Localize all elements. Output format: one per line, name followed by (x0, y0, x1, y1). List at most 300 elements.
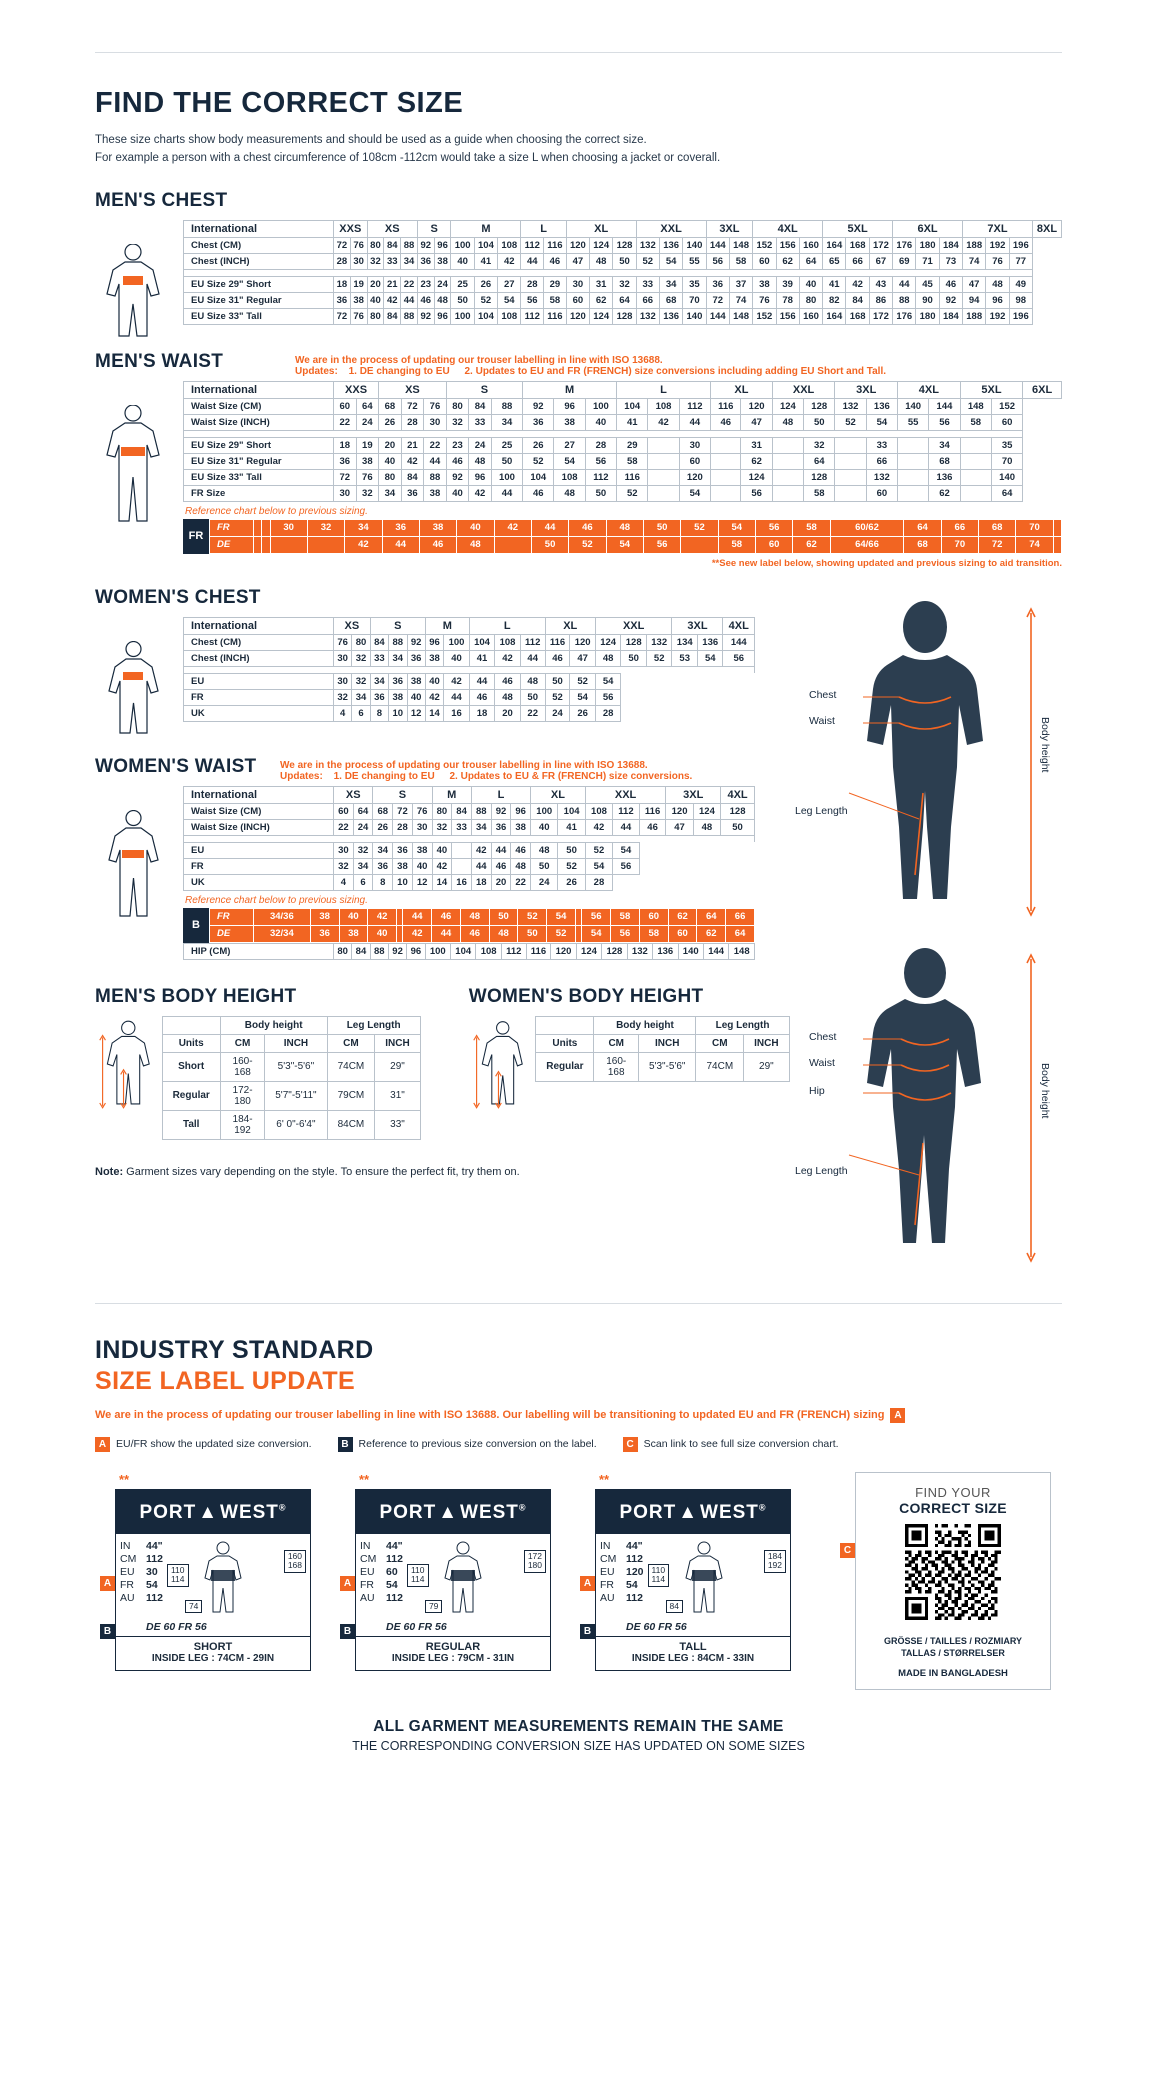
cell: 124 (741, 469, 772, 485)
cell: 84 (384, 308, 401, 324)
size-value: 112 (626, 1592, 643, 1605)
cell: 36 (706, 276, 729, 292)
size-label-card (583, 1471, 791, 1671)
cell (648, 453, 679, 469)
prev-size-cell: 74 (1016, 536, 1053, 553)
prev-size-cell: 48 (460, 908, 489, 925)
prev-size-cell: 60 (668, 925, 697, 942)
cell: 35 (683, 276, 706, 292)
legend-item (338, 1437, 597, 1452)
row-label: EU Size 33" Tall (184, 469, 334, 485)
cell: 84 (452, 803, 472, 819)
cell: 40 (412, 858, 432, 874)
cell: 44 (471, 858, 491, 874)
cell: 38 (407, 673, 425, 689)
cell (648, 485, 679, 501)
cell: 104 (558, 803, 585, 819)
womens-prev-body (210, 908, 755, 942)
cell: 36 (491, 819, 511, 835)
cell: 148 (960, 398, 991, 414)
cell: 42 (585, 819, 612, 835)
cell: 72 (393, 803, 413, 819)
row-label: FR (184, 858, 334, 874)
cell: 18 (334, 437, 357, 453)
cell: 44 (491, 485, 522, 501)
label-footer (356, 1636, 550, 1670)
table-subheader-row (536, 1034, 789, 1052)
cell: 152 (753, 308, 776, 324)
male-height-icon (95, 1016, 162, 1112)
male-waist-label: Waist (809, 714, 835, 727)
label-figure (407, 1540, 546, 1618)
col-size: 3XL (706, 220, 753, 237)
unit-cm: CM (594, 1034, 638, 1052)
cell: 140 (991, 469, 1022, 485)
cell: 56 (723, 650, 755, 666)
prev-size-cell: 54 (606, 536, 643, 553)
cell: 188 (963, 237, 986, 253)
cell: 30 (350, 253, 367, 269)
cell: 32 (804, 437, 835, 453)
cell: 54 (659, 253, 682, 269)
col-size: S (446, 381, 522, 398)
male-height-label: Body height (1039, 716, 1051, 773)
cell: 104 (451, 943, 476, 959)
prev-size-cell: 30 (270, 519, 307, 536)
womens-hip-body (184, 943, 755, 959)
cell: 48 (986, 276, 1009, 292)
cell: 55 (898, 414, 929, 430)
cell: 48 (590, 253, 613, 269)
col-international: International (184, 381, 334, 398)
cell (835, 437, 866, 453)
cell: 100 (444, 634, 470, 650)
cell: 73 (939, 253, 962, 269)
cell: 25 (451, 276, 474, 292)
cell: 68 (373, 803, 393, 819)
iso-note: We are in the process of updating our trouser labelling in line with ISO 13688. (280, 759, 648, 771)
cell: 33 (866, 437, 897, 453)
cell: 88 (424, 469, 447, 485)
row-label: EU Size 31" Regular (184, 453, 334, 469)
cell: 26 (523, 437, 554, 453)
cell: 68 (929, 453, 960, 469)
cell: 88 (401, 237, 418, 253)
size-conversion-row (600, 1566, 644, 1579)
inside-leg: INSIDE LEG : 79CM - 31IN (391, 1652, 515, 1664)
cell: 40 (407, 689, 425, 705)
cell: 16 (452, 874, 472, 890)
prev-size-cell: 46 (569, 519, 606, 536)
prev-size-cell: 40 (457, 519, 494, 536)
label-measure-left: 110 114 (167, 1564, 189, 1588)
top-divider (95, 52, 1062, 53)
cell: 26 (558, 874, 585, 890)
size-conversion-row (360, 1553, 403, 1566)
cell: 92 (388, 943, 406, 959)
cell: 14 (432, 874, 452, 890)
col-size: L (617, 381, 711, 398)
cell: 64 (991, 485, 1022, 501)
cell: 56 (585, 453, 616, 469)
prev-size-cell: 64/66 (830, 536, 904, 553)
cell: 48 (531, 842, 558, 858)
cell: 8 (373, 874, 393, 890)
col-size: S (417, 220, 451, 237)
cell: 64 (613, 292, 636, 308)
cell: 92 (523, 398, 554, 414)
cell: 50 (531, 858, 558, 874)
table-row (184, 398, 1062, 414)
cell: 104 (469, 634, 495, 650)
table-row (184, 673, 755, 689)
col-size: 4XL (721, 786, 755, 803)
cell: 144 (723, 634, 755, 650)
cell: 44 (613, 819, 640, 835)
row-label: Waist Size (INCH) (184, 819, 334, 835)
table-subheader-row (162, 1034, 420, 1052)
cell: 84 (370, 634, 388, 650)
prev-size-cell: 56 (755, 519, 792, 536)
cell (711, 469, 741, 485)
cell: 88 (491, 398, 522, 414)
cell: 29" (744, 1052, 789, 1081)
cell: 32 (446, 414, 469, 430)
col-size: 8XL (1032, 220, 1061, 237)
col-size: 3XL (666, 786, 721, 803)
cell: 128 (613, 237, 636, 253)
cell: 62 (590, 292, 613, 308)
cell: 100 (451, 237, 474, 253)
cell: 12 (407, 705, 425, 721)
prev-size-label: DE (210, 925, 254, 942)
prev-size-cell: 42 (368, 908, 397, 925)
brand-logo: PORT ▲ WEST® (356, 1490, 550, 1534)
cell: 80 (432, 803, 452, 819)
mens-prev-size-block (183, 519, 1062, 554)
mens-chest-body (184, 237, 1062, 324)
cell: 96 (434, 237, 451, 253)
col-body-height: Body height (594, 1016, 696, 1034)
cell: 188 (963, 308, 986, 324)
cell: 38 (753, 276, 776, 292)
womens-chest-body (184, 634, 755, 721)
prev-size-cell: 62 (668, 908, 697, 925)
cell: 6 (353, 874, 373, 890)
cell: 30 (424, 414, 447, 430)
cell: 18 (471, 874, 491, 890)
prev-size-cell: 36 (310, 925, 339, 942)
table-row (184, 292, 1062, 308)
cell: 60 (991, 414, 1022, 430)
cell: 52 (835, 414, 866, 430)
cell: 52 (585, 842, 612, 858)
mark-a: A (100, 1576, 115, 1591)
prev-size-cell: 54 (547, 908, 576, 925)
cell: 20 (495, 705, 521, 721)
cell: 72 (334, 469, 357, 485)
prev-size-cell: 48 (489, 925, 518, 942)
cell: 88 (471, 803, 491, 819)
cell: 76 (753, 292, 776, 308)
cell: 78 (776, 292, 799, 308)
cell: 74 (729, 292, 752, 308)
col-size: XS (379, 381, 447, 398)
cell: 116 (711, 398, 741, 414)
cell: 58 (960, 414, 991, 430)
mens-waist-table (183, 381, 1062, 502)
cell: 58 (804, 485, 835, 501)
size-conversion-row (360, 1566, 403, 1579)
cell: 69 (893, 253, 916, 269)
womens-chest-heading: WOMEN'S CHEST (95, 586, 261, 608)
cell (835, 453, 866, 469)
unit-inch: INCH (375, 1034, 420, 1052)
cell: 41 (558, 819, 585, 835)
mini-person-icon (674, 1540, 750, 1616)
cell: 35 (991, 437, 1022, 453)
cell: 120 (570, 634, 596, 650)
cell: 56 (595, 689, 621, 705)
updates-label: Updates: (280, 770, 323, 782)
unit-inch: INCH (638, 1034, 696, 1052)
size-key: FR (600, 1579, 614, 1591)
cell: 46 (711, 414, 741, 430)
mens-body-height-heading: MEN'S BODY HEIGHT (95, 985, 297, 1007)
blank-head (536, 1016, 594, 1034)
cell: 33 (452, 819, 472, 835)
cell: 44 (424, 453, 447, 469)
cell: 20 (367, 276, 384, 292)
cell: 40 (585, 414, 616, 430)
prev-size-row (210, 519, 1062, 536)
col-size: XXS (334, 220, 368, 237)
prev-size-cell: 46 (432, 908, 461, 925)
cell: 160 (799, 308, 822, 324)
label-measure-inseam: 79 (425, 1600, 442, 1614)
cell: 140 (683, 308, 706, 324)
cell: 42 (401, 453, 424, 469)
cell (711, 437, 741, 453)
prev-size-cell: 54 (718, 519, 755, 536)
col-international: International (184, 220, 334, 237)
prev-size-cell: 52 (518, 908, 547, 925)
cell: 100 (585, 398, 616, 414)
size-value: 54 (146, 1579, 158, 1591)
label-footer (116, 1636, 310, 1670)
spacer-row (184, 430, 1062, 437)
col-size: 5XL (960, 381, 1023, 398)
female-waist-icon (95, 810, 175, 920)
cell: 124 (772, 398, 803, 414)
cell: 22 (401, 276, 418, 292)
cell: 144 (706, 237, 729, 253)
prev-size-cell (262, 519, 270, 536)
col-size: XS (334, 617, 371, 634)
qr-code-icon[interactable] (905, 1524, 1001, 1620)
womens-previous-sizing-table (209, 908, 755, 943)
col-size: M (523, 381, 617, 398)
footer-line-1: ALL GARMENT MEASUREMENTS REMAIN THE SAME (373, 1717, 784, 1735)
cell: 36 (373, 858, 393, 874)
cell: 88 (401, 308, 418, 324)
mark-a: A (580, 1576, 595, 1591)
cell: 124 (693, 803, 720, 819)
cell (898, 437, 929, 453)
cell: 104 (474, 308, 497, 324)
cell: 76 (334, 634, 352, 650)
prev-size-cell: 38 (339, 925, 368, 942)
cell: 48 (595, 650, 621, 666)
fit-note-text: Garment sizes vary depending on the style. To ensure the perfect fit, try them on. (123, 1165, 520, 1178)
asterisk-marker: ** (359, 1471, 370, 1487)
cell: 42 (384, 292, 401, 308)
cell: 32 (613, 276, 636, 292)
asterisk-marker: ** (599, 1471, 610, 1487)
label-box (343, 1489, 551, 1671)
col-size: L (471, 786, 530, 803)
prev-size-cell: 44 (403, 908, 432, 925)
tag-a: A (95, 1437, 110, 1452)
prev-size-cell: 42 (345, 536, 382, 553)
cell: 67 (869, 253, 892, 269)
cell: 62 (929, 485, 960, 501)
cell: 19 (356, 437, 379, 453)
cell (711, 485, 741, 501)
mens-waist-figure (95, 381, 183, 530)
cell: 46 (495, 673, 521, 689)
cell: 192 (986, 308, 1009, 324)
mark-b: B (580, 1624, 595, 1639)
mens-chest-heading: MEN'S CHEST (95, 189, 228, 211)
col-size: M (425, 617, 469, 634)
cell: 132 (636, 237, 659, 253)
previous-size-line: DE 60 FR 56 (626, 1620, 687, 1633)
cell: 144 (706, 308, 729, 324)
cell: 80 (334, 943, 352, 959)
womens-hip-table (183, 943, 755, 960)
cell: 84 (401, 469, 424, 485)
row-label: Chest (CM) (184, 634, 334, 650)
size-guide-page (0, 87, 1157, 1753)
cell: 4 (334, 705, 352, 721)
prev-size-cell: 44 (432, 925, 461, 942)
size-label-card (343, 1471, 551, 1671)
cell: 184-192 (220, 1110, 264, 1139)
cell: 24 (469, 437, 492, 453)
prev-size-cell (262, 536, 270, 553)
cell: 168 (846, 237, 869, 253)
size-label-card (103, 1471, 311, 1671)
cell: 14 (425, 705, 443, 721)
cell: 84 (352, 943, 370, 959)
prev-size-cell: 34 (345, 519, 382, 536)
cell: 42 (432, 858, 452, 874)
cell: 152 (991, 398, 1022, 414)
mark-b: B (340, 1624, 355, 1639)
cell: 36 (389, 673, 407, 689)
prev-size-cell: 52 (681, 519, 718, 536)
size-key: CM (360, 1552, 377, 1565)
prev-size-cell: 64 (697, 908, 726, 925)
prev-size-cell: 60/62 (830, 519, 904, 536)
size-key: AU (600, 1592, 615, 1605)
qr-card (843, 1472, 1051, 1690)
update-lead-text: We are in the process of updating our trouser labelling in line with ISO 13688. Our labelling will be transitioning to updated EU and FR (FRENCH) sizing (95, 1409, 885, 1422)
cell (772, 485, 803, 501)
cell: 128 (721, 803, 755, 819)
size-conversion-list (120, 1540, 163, 1618)
prev-size-cell: 50 (518, 925, 547, 942)
cell: 42 (495, 650, 521, 666)
womens-body-height-block (469, 986, 790, 1140)
cell: 24 (545, 705, 570, 721)
row-label: EU Size 29" Short (184, 276, 334, 292)
prev-size-cell: 44 (382, 536, 419, 553)
cell: 80 (352, 634, 370, 650)
cell: 24 (356, 414, 379, 430)
cell: 52 (570, 673, 596, 689)
mens-chest-block (95, 220, 1062, 345)
cell: 104 (474, 237, 497, 253)
page-title: FIND THE CORRECT SIZE (95, 87, 464, 119)
cell: 136 (659, 237, 682, 253)
prev-size-cell: 66 (941, 519, 978, 536)
size-conversion-list (600, 1540, 644, 1618)
col-international: International (184, 786, 334, 803)
prev-size-cell: 38 (419, 519, 456, 536)
size-key: FR (120, 1579, 134, 1591)
cell (898, 469, 929, 485)
cell: 172 (869, 308, 892, 324)
cell: 160-168 (220, 1052, 264, 1081)
row-label: EU Size 33" Tall (184, 308, 334, 324)
cell: 44 (444, 689, 470, 705)
table-row (184, 276, 1062, 292)
cell: 76 (350, 237, 367, 253)
womens-waist-body (184, 803, 755, 890)
cell: 30 (679, 437, 710, 453)
cell: 156 (776, 308, 799, 324)
update-lead (95, 1408, 1062, 1423)
cell: 54 (613, 842, 640, 858)
col-size: 6XL (893, 220, 963, 237)
cell: 136 (929, 469, 960, 485)
mark-b: B (100, 1624, 115, 1639)
unit-inch: INCH (265, 1034, 327, 1052)
cell: 25 (491, 437, 522, 453)
asterisk-marker: ** (119, 1471, 130, 1487)
prev-size-cell: 52 (547, 925, 576, 942)
label-footer (596, 1636, 790, 1670)
cell: 32 (432, 819, 452, 835)
size-value: 44" (386, 1539, 403, 1552)
cell: 48 (693, 819, 720, 835)
cell: 16 (444, 705, 470, 721)
tag-c: C (623, 1437, 638, 1452)
cell (452, 858, 472, 874)
cell: 28 (595, 705, 621, 721)
womens-waist-heading: WOMEN'S WAIST (95, 755, 257, 777)
cell: 28 (585, 437, 616, 453)
cell: 36 (393, 842, 413, 858)
cell: 38 (412, 842, 432, 858)
label-measure-left: 110 114 (407, 1564, 429, 1588)
table-row (184, 689, 755, 705)
col-size: 3XL (672, 617, 723, 634)
col-size: 4XL (898, 381, 961, 398)
cell: 80 (379, 469, 402, 485)
